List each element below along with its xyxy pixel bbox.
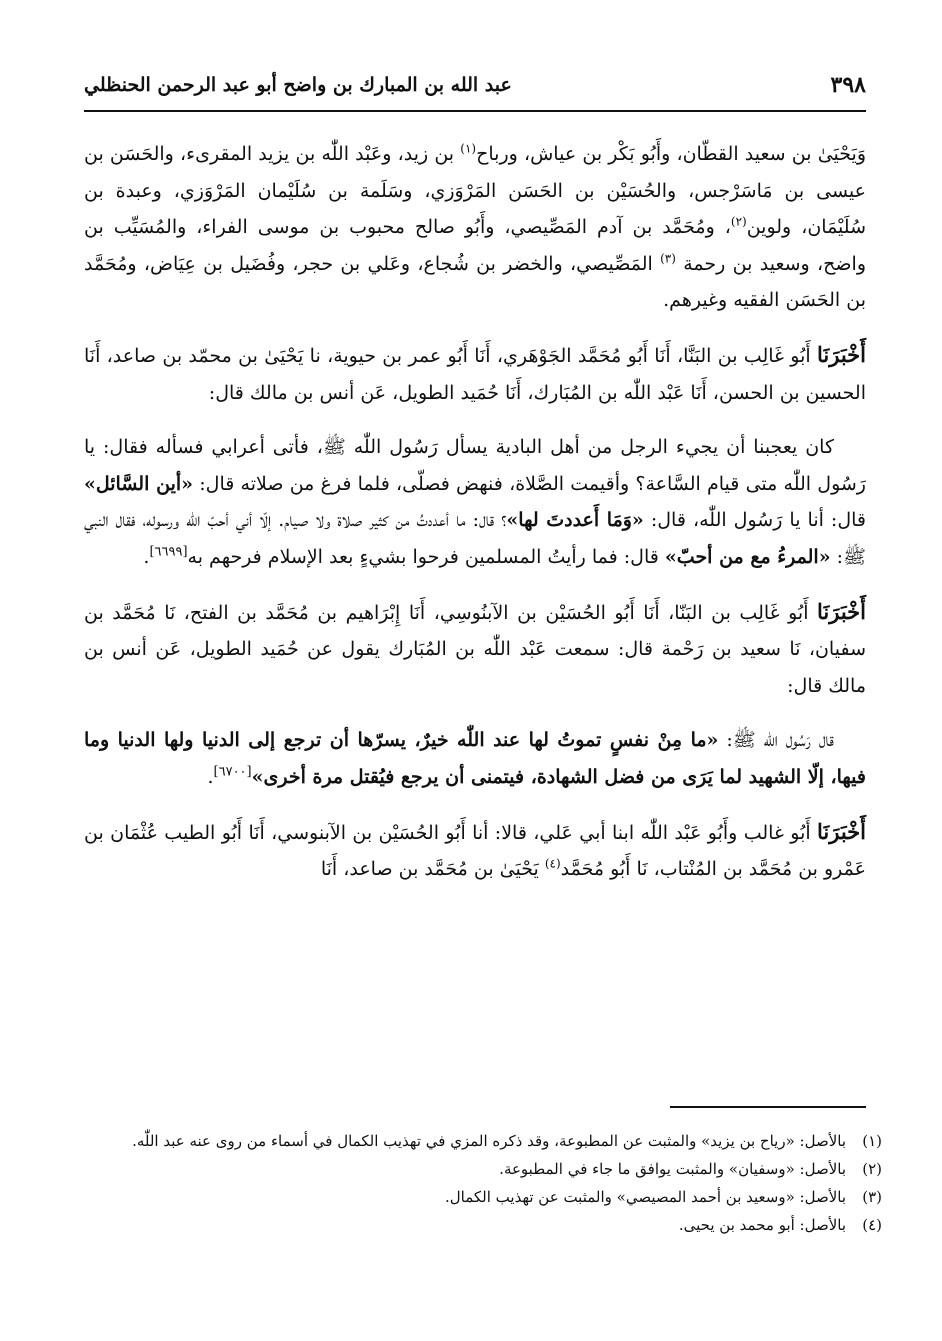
text-segment: كان يعجبنا أن يجيء الرجل من أهل البادية يسأل رَسُول اللّٰه ﷺ، فأتى أعرابي فسأله فقال: يا رَسُول اللّٰه متى قيام السَّاعة؟ وأقيمت الصَّلاة، فنهض فصلّى، فلما فرغ من صلاته قال: [84, 436, 866, 495]
lead-word: أَخْبَرَنَا [817, 818, 866, 844]
text-segment: وَيَحْيَىٰ بن سعيد القطّان، وأَبُو بَكْر بن عياش، ورباح [476, 143, 867, 165]
running-title: عبد الله بن المبارك بن واضح أبو عبد الرحمن الحنظلي [84, 74, 512, 96]
period: . [143, 545, 150, 568]
footnote-text: بالأصل: «وسفيان» والمثبت يوافق ما جاء في المطبوعة. [499, 1160, 846, 1178]
footnote [84, 1186, 882, 1208]
footnote-divider [670, 1106, 866, 1108]
footnote-text: بالأصل: «رياح بن يزيد» والمثبت عن المطبوعة، وقد ذكره المزي في تهذيب الكمال في أسماء من روى عنه عبد اللّٰه. [132, 1132, 846, 1150]
footnote-text: بالأصل: أبو محمد بن يحيى. [678, 1216, 846, 1234]
footnote-number: (١) [862, 1132, 882, 1150]
text-segment: أَبُو غَالِب بن البَنَّا، أَنَا أَبُو مُحَمَّد الجَوْهَري، أَنَا أَبُو عمر بن حيوية، نا يَحْيَىٰ بن محمّد بن صاعد، أَنَا الحسين بن الحسن، أَنَا عَبْد اللّٰه بن المُبَارك، أَنَا حُمَيد الطويل، عَن أنس بن مالك قال: [84, 344, 866, 404]
lead-word: أَخْبَرَنَا [817, 598, 866, 624]
footnote-number: (٣) [862, 1188, 882, 1206]
footnotes [84, 1130, 882, 1242]
footnote [84, 1130, 882, 1152]
text-segment: قال: فما رأيتُ المسلمين فرحوا بشيءٍ بعد الإسلام فرحهم به [187, 545, 665, 568]
isnad-paragraph [84, 594, 866, 705]
narrators-paragraph [84, 136, 866, 319]
footnote-ref: (١) [460, 141, 477, 156]
hadith-number: [٦٦٩٩] [149, 544, 188, 560]
page-header [84, 60, 866, 112]
text-segment: أَبُو غالب وأَبُو عَبْد اللّٰه ابنا أبي عَلي، قالا: أنا أَبُو الحُسَيْن بن الآبنوسي، أَنَا أَبُو الطيب عُثْمَان بن عَمْرو بن مُحَمَّد بن المُنْتاب، نَا أَبُو مُحَمَّد [84, 821, 866, 881]
period: . [207, 765, 214, 788]
footnote [84, 1158, 882, 1180]
text-segment: المَصِّيصي، والخضر بن شُجاع، وعَلي بن حجر، وفُضَيل بن عِيَاض، ومُحَمَّد بن الحَسَن الفقيه وغيرهم. [84, 252, 866, 312]
quote: «ما مِنْ نفسٍ تموتُ لها عند اللّٰه خيرٌ، يسرّها أن ترجع إلى الدنيا ولها الدنيا وما فيها، إلّا الشهيد لما يَرَى من فضل الشهادة، فيتمنى أن يرجع فيُقتل مرة أخرى» [84, 729, 866, 788]
footnote-ref: (٣) [660, 251, 676, 266]
footnote-ref: (٤) [544, 856, 561, 871]
footnote-text: بالأصل: «وسعيد بن أحمد المصيصي» والمثبت عن تهذيب الكمال. [444, 1188, 846, 1206]
footnote-number: (٤) [862, 1216, 882, 1234]
quote: «وَمَا أَعددتَ لها» [506, 509, 644, 532]
footnote [84, 1214, 882, 1236]
text-segment: قال: أنا يا رَسُول اللّٰه، قال: [643, 509, 866, 532]
footnote-ref: (٢) [730, 214, 747, 229]
text-segment: أَبُو غَالِب بن البَنّا، أَنَا أَبُو الحُسَيْن بن الآبنُوسِي، أَنَا إِبْرَاهيم بن مُحَمَّد بن الفتح، نَا مُحَمَّد بن سفيان، نَا سعيد بن رَحْمة قال: سمعت عَبْد اللّٰه بن المُبَارك يقول عن حُمَيد الطويل، عَن أنس بن مالك قال: [84, 601, 866, 697]
isnad-paragraph [84, 814, 866, 888]
text-segment: ، ومُحَمَّد بن آدم المَصِّيصي، وأَبُو صالح محبوب بن موسى الفراء، والمُسَيِّب بن واضح، وسعيد بن رحمة [84, 216, 867, 275]
hadith-number: [٦٧٠٠] [213, 764, 252, 780]
text-segment: بن زيد، وعَبْد اللّٰه بن يزيد المقرىء، والحَسَن بن عيسى بن مَاسَرْجس، والحُسَيْن بن الحَسَن المَرْوَزي، وسَلَمة بن سُلَيْمان المَرْوَزي، وعبدة بن سُلَيْمَان، ولوين [84, 143, 866, 239]
text-segment: ؟ قال: ما أعددتُ من كثير صلاة ولا صيام. إلّا أني أحبّ اللّٰه ورسوله، فقال النبي ﷺ: [84, 509, 866, 568]
text-segment: يَحْيَىٰ بن مُحَمَّد بن صاعد، أَنَا [320, 858, 545, 881]
quote: «المرءُ مع من أحبّ» [664, 545, 831, 568]
text-segment: قال رَسُول اللّٰه ﷺ: [718, 729, 834, 752]
hadith-paragraph [84, 722, 866, 795]
footnote-number: (٢) [862, 1160, 882, 1178]
quote: «أين السَّائل» [84, 472, 194, 495]
page-body [84, 136, 866, 888]
lead-word: أَخْبَرَنَا [817, 341, 866, 367]
hadith-paragraph [84, 429, 866, 575]
isnad-paragraph [84, 337, 866, 411]
page-number: ٣٩٨ [830, 72, 866, 98]
